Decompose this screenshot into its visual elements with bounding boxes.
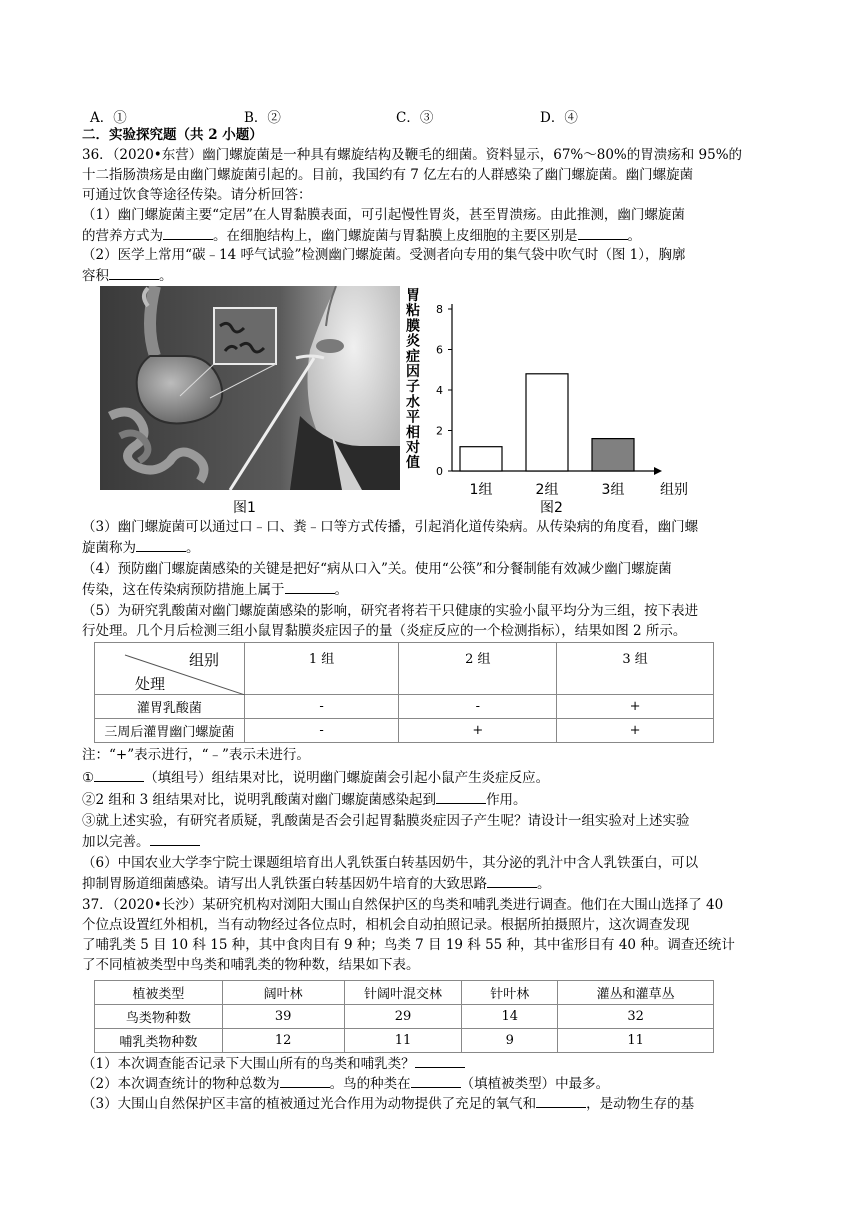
table-cell: 12 <box>222 1029 344 1053</box>
y-axis-label-char: 值 <box>406 455 420 472</box>
table-header-row <box>95 981 714 1005</box>
table-note: 注：“+”表示进行，“﹣”表示未进行。 <box>82 747 310 763</box>
y-axis-label-char: 胃 <box>406 288 420 304</box>
y-axis-label-char: 粘 <box>406 303 420 320</box>
q36-p1a: （1）幽门螺旋菌主要“定居”在人胃黏膜表面，可引起慢性胃炎，甚至胃溃疡。由此推测，幽门螺旋菌 <box>82 207 685 223</box>
q36-p5b: 行处理。几个月后检测三组小鼠胃黏膜炎症因子的量（炎症反应的一个检测指标），结果如图 2 所示。 <box>82 623 687 639</box>
figure-2-bar-chart <box>404 282 694 512</box>
header-diagonal-cell <box>95 643 245 695</box>
answer-blank[interactable] <box>285 580 335 594</box>
y-axis-label-char: 症 <box>406 348 420 365</box>
answer-blank[interactable] <box>150 832 200 846</box>
col-header: 2 组 <box>399 643 557 695</box>
col-header: 灌丛和灌草丛 <box>558 981 714 1005</box>
answer-blank[interactable] <box>578 226 628 240</box>
col-header: 1 组 <box>244 643 399 695</box>
row-label: 灌胃乳酸菌 <box>95 695 245 719</box>
q36-p3b: 旋菌称为 。 <box>82 540 200 556</box>
bar-3 <box>592 439 634 471</box>
table-cell: + <box>399 719 557 743</box>
y-tick-label: 8 <box>436 303 443 317</box>
y-axis-label-char: 炎 <box>406 333 420 350</box>
answer-blank[interactable] <box>136 538 186 552</box>
q36-p1b: 的营养方式为 。在细胞结构上，幽门螺旋菌与胃黏膜上皮细胞的主要区别是 。 <box>82 228 641 244</box>
section-title: 二．实验探究题（共 2 小题） <box>82 127 263 143</box>
option-b: B．② <box>244 110 281 126</box>
table-row <box>95 695 714 719</box>
table-cell: 39 <box>222 1005 344 1029</box>
answer-blank[interactable] <box>436 790 486 804</box>
answer-blank[interactable] <box>109 266 159 280</box>
answer-blank[interactable] <box>415 1054 465 1068</box>
q36-p6a: （6）中国农业大学李宁院士课题组培育出人乳铁蛋白转基因奶牛，其分泌的乳汁中含人乳铁蛋白，可以 <box>82 855 699 871</box>
header-group-label: 组别 <box>189 651 220 669</box>
col-header: 针叶林 <box>462 981 558 1005</box>
x-tick-label: 3组 <box>601 482 625 498</box>
table-cell: 11 <box>344 1029 462 1053</box>
option-a: A．① <box>90 110 127 126</box>
q36-p4b: 传染，这在传染病预防措施上属于 。 <box>82 582 348 598</box>
species-table <box>94 980 714 1053</box>
q36-p3a: （3）幽门螺旋菌可以通过口﹣口、粪﹣口等方式传播，引起消化道传染病。从传染病的角度看，幽门螺 <box>82 519 699 535</box>
q36-s3a: ③就上述实验，有研究者质疑，乳酸菌是否会引起胃黏膜炎症因子产生呢？请设计一组实验对上述实验 <box>82 813 690 829</box>
q37-line3: 了哺乳类 5 目 10 科 15 种，其中食肉目有 9 种；鸟类 7 目 19 科 55 种，其中雀形目有 40 种。调查还统计 <box>82 937 735 953</box>
q36-line1: 36．（2020•东营）幽门螺旋菌是一种具有螺旋结构及鞭毛的细菌。资料显示，67%～80%的胃溃疡和 95%的 <box>82 147 743 163</box>
q36-line2: 十二指肠溃疡是由幽门螺旋菌引起的。目前，我国约有 7 亿左右的人群感染了幽门螺旋菌。幽门螺旋菌 <box>82 167 694 183</box>
treatment-table <box>94 642 714 743</box>
q36-p4a: （4）预防幽门螺旋菌感染的关键是把好“病从口入”关。使用“公筷”和分餐制能有效减少幽门螺旋菌 <box>82 561 672 577</box>
table-cell: - <box>244 719 399 743</box>
x-tick-label: 1组 <box>469 482 493 498</box>
breath-test-illustration <box>100 286 400 490</box>
q36-s3b: 加以完善。 <box>82 832 200 851</box>
bar-chart-svg <box>404 282 694 512</box>
answer-blank[interactable] <box>94 768 144 782</box>
table-row <box>95 1029 714 1053</box>
table-row <box>95 719 714 743</box>
option-d: D．④ <box>540 110 578 126</box>
y-axis-label-char: 相 <box>406 424 420 441</box>
figure-2-caption: 图2 <box>540 500 563 516</box>
bar-2 <box>526 374 568 471</box>
table-cell: 29 <box>344 1005 462 1029</box>
answer-blank[interactable] <box>487 874 537 888</box>
table-cell: 9 <box>462 1029 558 1053</box>
answer-blank[interactable] <box>411 1074 461 1088</box>
q36-p5a: （5）为研究乳酸菌对幽门螺旋菌感染的影响，研究者将若干只健康的实验小鼠平均分为三组，按下表进 <box>82 603 699 619</box>
y-axis-label-char: 膜 <box>406 318 420 335</box>
y-axis-label-char: 因 <box>406 364 420 380</box>
q36-p2b: 容积 。 <box>82 268 173 284</box>
y-axis-label-char: 对 <box>406 440 420 456</box>
q37-line4: 了不同植被类型中鸟类和哺乳类的物种数，结果如下表。 <box>82 957 420 973</box>
table-cell: + <box>557 695 714 719</box>
x-axis-arrow <box>654 467 662 475</box>
y-axis-label-char: 子 <box>406 379 420 396</box>
q37-line1: 37．（2020•长沙）某研究机构对浏阳大围山自然保护区的鸟类和哺乳类进行调查。他们在大围山选择了 40 <box>82 897 724 913</box>
row-label: 三周后灌胃幽门螺旋菌 <box>95 719 245 743</box>
q36-line3: 可通过饮食等途径传染。请分析回答： <box>82 187 312 203</box>
y-axis-label-char: 水 <box>406 394 420 411</box>
answer-blank[interactable] <box>163 226 213 240</box>
q36-p2a: （2）医学上常用“碳﹣14 呼气试验”检测幽门螺旋菌。受测者向专用的集气袋中吹气时（图 1），胸廓 <box>82 247 686 263</box>
col-header: 阔叶林 <box>222 981 344 1005</box>
y-tick-label: 2 <box>436 424 443 438</box>
table-cell: - <box>244 695 399 719</box>
table-cell: 11 <box>558 1029 714 1053</box>
table-row <box>95 1005 714 1029</box>
q37-q3: （3）大围山自然保护区丰富的植被通过光合作用为动物提供了充足的氧气和 ，是动物生存的基 <box>82 1096 695 1112</box>
answer-blank[interactable] <box>280 1074 330 1088</box>
bar-1 <box>460 447 502 471</box>
q36-s2: ②2 组和 3 组结果对比，说明乳酸菌对幽门螺旋菌感染起到 作用。 <box>82 792 527 808</box>
q37-q2: （2）本次调查统计的物种总数为 。鸟的种类在 （填植被类型）中最多。 <box>82 1076 610 1092</box>
option-c: C．③ <box>396 110 434 126</box>
q37-line2: 个位点设置红外相机，当有动物经过各位点时，相机会自动拍照记录。根据所拍摄照片，这次调查发现 <box>82 917 690 933</box>
col-header: 3 组 <box>557 643 714 695</box>
q37-q1: （1）本次调查能否记录下大围山所有的鸟类和哺乳类？ <box>82 1054 465 1073</box>
figure-1-caption: 图1 <box>233 500 256 516</box>
table-cell: - <box>399 695 557 719</box>
y-axis-label <box>405 288 421 471</box>
table-cell: 14 <box>462 1005 558 1029</box>
row-label: 鸟类物种数 <box>95 1005 223 1029</box>
table-cell: + <box>557 719 714 743</box>
header-treat-label: 处理 <box>135 675 166 693</box>
table-cell: 32 <box>558 1005 714 1029</box>
col-header: 针阔叶混交林 <box>344 981 462 1005</box>
q36-s1: ① （填组号）组结果对比，说明幽门螺旋菌会引起小鼠产生炎症反应。 <box>82 770 550 786</box>
x-axis-label: 组别 <box>660 482 688 498</box>
figure-1-breath-test-photo <box>100 286 400 490</box>
y-tick-label: 0 <box>436 465 443 478</box>
answer-blank[interactable] <box>536 1094 586 1108</box>
y-tick-label: 6 <box>436 343 443 357</box>
row-label: 哺乳类物种数 <box>95 1029 223 1053</box>
y-tick-label: 4 <box>436 384 443 398</box>
col-header: 植被类型 <box>95 981 223 1005</box>
x-tick-label: 2组 <box>535 482 559 498</box>
q36-p6b: 抑制胃肠道细菌感染。请写出人乳铁蛋白转基因奶牛培育的大致思路 。 <box>82 876 551 892</box>
y-axis-label-char: 平 <box>406 409 420 426</box>
diagonal-line <box>95 643 245 695</box>
